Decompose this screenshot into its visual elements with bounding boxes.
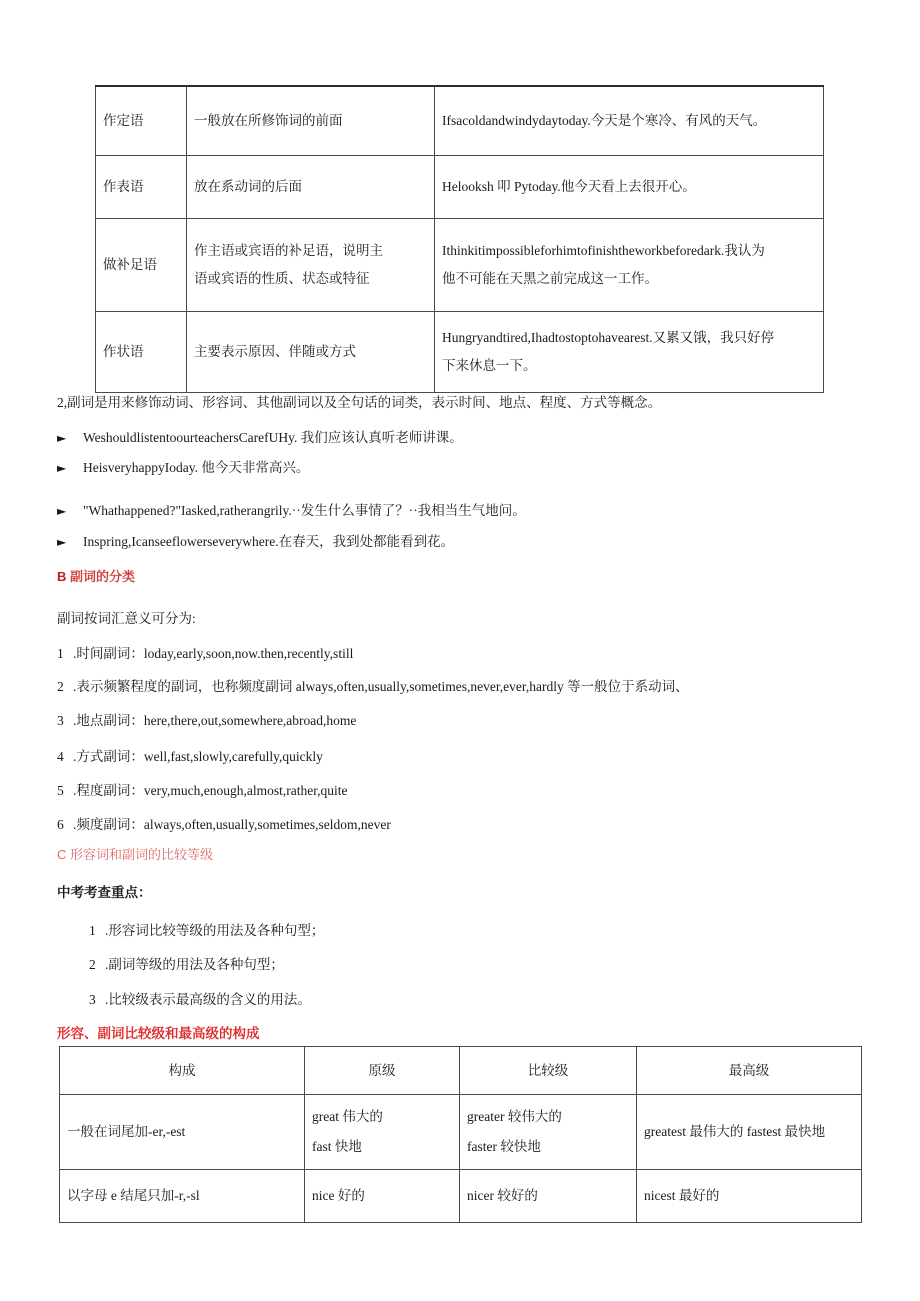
positive-cell xyxy=(305,1095,460,1170)
list-item xyxy=(57,813,391,833)
example-line-2: 下来休息一下。 xyxy=(442,358,537,373)
list-item xyxy=(57,642,353,662)
position-line-1: 作主语或宾语的补足语，说明主 xyxy=(194,242,383,258)
table-row xyxy=(96,156,824,219)
positive-cell: nice 好的 xyxy=(305,1170,460,1223)
role-cell: 作定语 xyxy=(96,86,187,156)
list-item-label: .时间副词：loday,early,soon,now.then,recently,still xyxy=(73,646,354,661)
formation-cell: 一般在词尾加-er,-est xyxy=(60,1095,305,1170)
role-cell: 作状语 xyxy=(96,312,187,393)
list-item-label: .形容词比较等级的用法及各种句型； xyxy=(105,923,325,938)
table-row xyxy=(96,219,824,312)
example-cell: Helooksh 叩 Pytoday.他今天看上去很开心。 xyxy=(435,156,824,219)
role-cell: 做补足语 xyxy=(96,219,187,312)
list-item-label: .比较级表示最高级的含义的用法。 xyxy=(105,992,311,1007)
list-item xyxy=(57,779,348,799)
column-header-formation: 构成 xyxy=(60,1047,305,1095)
position-cell: 一般放在所修饰词的前面 xyxy=(187,86,435,156)
list-item-number: 2 xyxy=(89,957,96,972)
adjective-roles-table xyxy=(95,85,824,393)
list-item xyxy=(57,531,454,553)
list-item xyxy=(89,953,284,973)
section-b-heading xyxy=(57,566,135,585)
list-item xyxy=(89,988,311,1008)
example-cell xyxy=(435,219,824,312)
comparison-degrees-table xyxy=(59,1046,862,1223)
positive-line-1: great 伟大的 xyxy=(312,1109,383,1125)
list-item xyxy=(57,675,689,695)
list-item-label: "Whathappened?"Iasked,ratherangrily.··发生什么事情了？··我相当生气地问。 xyxy=(83,503,526,518)
position-line-2: 语或宾语的性质、状态或特征 xyxy=(194,271,370,286)
list-item-number: 5 xyxy=(57,783,64,798)
comparative-cell: nicer 较好的 xyxy=(460,1170,637,1223)
column-header-positive: 原级 xyxy=(305,1047,460,1095)
list-item-label: .表示频繁程度的副词，也称频度副词 always,often,usually,sometimes,never,ever,hardly 等一般位于系动词、 xyxy=(73,679,689,694)
list-item-number: 6 xyxy=(57,817,64,832)
table-header-row xyxy=(60,1047,862,1095)
adjective-roles-table-wrapper xyxy=(95,85,823,393)
example-cell xyxy=(435,312,824,393)
table-row xyxy=(60,1095,862,1170)
list-item xyxy=(89,919,324,939)
list-item-label: .程度副词：very,much,enough,almost,rather,quite xyxy=(73,783,348,798)
list-item xyxy=(57,709,356,729)
table-row xyxy=(96,312,824,393)
positive-line-2: fast 快地 xyxy=(312,1139,362,1154)
list-item-number: 2 xyxy=(57,679,64,694)
comparative-line-2: faster 较快地 xyxy=(467,1139,541,1154)
superlative-cell: nicest 最好的 xyxy=(637,1170,862,1223)
section-b-lead: 副词按词汇意义可分为: xyxy=(57,611,196,626)
list-item-number: 3 xyxy=(89,992,96,1007)
triangle-bullet-icon: ► xyxy=(57,461,67,475)
triangle-bullet-icon: ► xyxy=(57,535,67,549)
list-item-label: WeshouldlistentoourteachersCarefUHy. 我们应该认真听老师讲课。 xyxy=(83,430,463,445)
role-cell: 作表语 xyxy=(96,156,187,219)
list-item-label: Inspring,Icanseeflowerseverywhere.在春天，我到处都能看到花。 xyxy=(83,534,455,549)
section-d-heading: 形容、副词比较级和最高级的构成 xyxy=(57,1026,260,1041)
column-header-comparative: 比较级 xyxy=(460,1047,637,1095)
comparison-degrees-table-wrapper xyxy=(59,1046,861,1223)
example-line-2: 他不可能在天黑之前完成这一工作。 xyxy=(442,271,658,286)
example-line-1: Hungryandtired,Ihadtostoptohavearest.又累又饿，我只好停 xyxy=(442,329,775,345)
list-item xyxy=(57,745,323,765)
list-item xyxy=(57,500,526,522)
triangle-bullet-icon: ► xyxy=(57,504,67,518)
list-item-number: 1 xyxy=(89,923,96,938)
list-item xyxy=(57,427,463,449)
table-row xyxy=(60,1170,862,1223)
formation-cell: 以字母 e 结尾只加-r,-sl xyxy=(60,1170,305,1223)
column-header-superlative: 最高级 xyxy=(637,1047,862,1095)
triangle-bullet-icon: ► xyxy=(57,431,67,445)
list-item-number: 1 xyxy=(57,646,64,661)
list-item-label: .地点副词：here,there,out,somewhere,abroad,home xyxy=(73,713,357,728)
example-line-1: Ithinkitimpossibleforhimtofinishtheworkbeforedark.我认为 xyxy=(442,242,765,258)
list-item-label: HeisveryhappyIoday. 他今天非常高兴。 xyxy=(83,460,310,475)
table-row xyxy=(96,86,824,156)
position-cell xyxy=(187,219,435,312)
position-cell: 主要表示原因、伴随或方式 xyxy=(187,312,435,393)
list-item-label: .方式副词：well,fast,slowly,carefully,quickly xyxy=(73,749,323,764)
example-cell: Ifsacoldandwindydaytoday.今天是个寒冷、有风的天气。 xyxy=(435,86,824,156)
list-item xyxy=(57,457,309,479)
comparative-cell xyxy=(460,1095,637,1170)
position-cell: 放在系动词的后面 xyxy=(187,156,435,219)
comparative-line-1: greater 较伟大的 xyxy=(467,1109,562,1125)
superlative-cell: greatest 最伟大的 fastest 最快地 xyxy=(637,1095,862,1170)
section-b-letter: B xyxy=(57,569,67,584)
section-b-title: 副词的分类 xyxy=(66,569,136,584)
list-item-label: .副词等级的用法及各种句型； xyxy=(105,957,284,972)
list-item-number: 4 xyxy=(57,749,64,764)
section-c-heading: C 形容词和副词的比较等级 xyxy=(57,847,214,862)
adverb-definition-paragraph: 2,副词是用来修饰动词、形容词、其他副词以及全句话的词类，表示时间、地点、程度、方式等概念。 xyxy=(57,395,662,410)
exam-focus-title: 中考考查重点： xyxy=(57,885,152,900)
list-item-label: .频度副词：always,often,usually,sometimes,seldom,never xyxy=(73,817,391,832)
list-item-number: 3 xyxy=(57,713,64,728)
